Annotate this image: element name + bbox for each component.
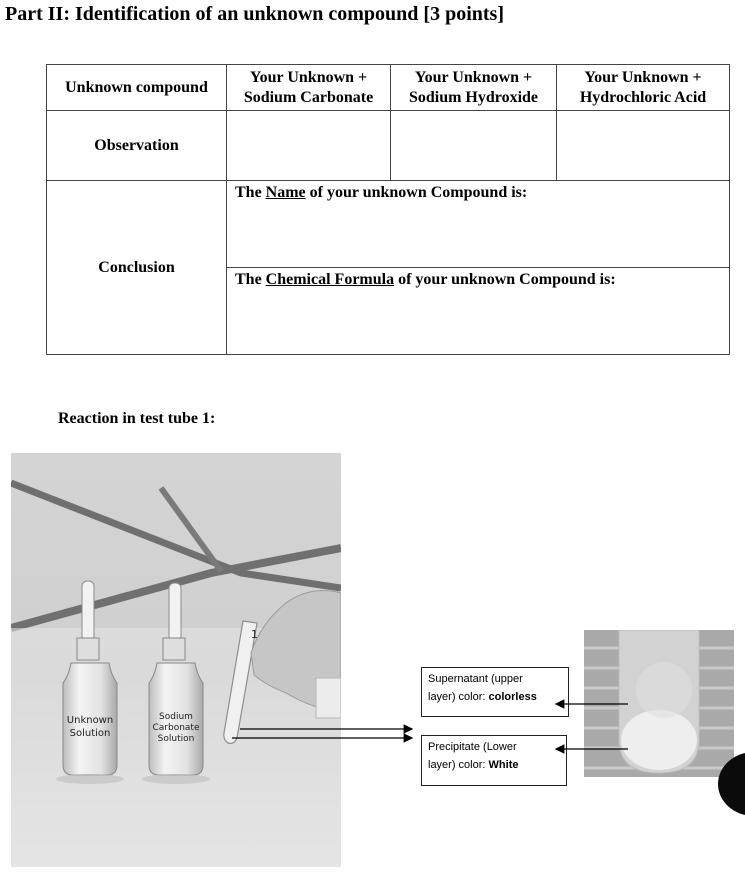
observation-cell-sodium-hydroxide[interactable] xyxy=(391,111,557,181)
bottle-label-text: Sodium xyxy=(159,712,193,722)
header-line: Your Unknown + xyxy=(584,68,702,86)
formula-prefix: The xyxy=(235,271,262,288)
header-line: Sodium Carbonate xyxy=(243,88,374,106)
precipitate-line1: Precipitate (Lower xyxy=(428,741,517,753)
header-line: Your Unknown + xyxy=(414,68,533,86)
table-header-row xyxy=(47,65,730,111)
supernatant-color-value: colorless xyxy=(488,691,537,703)
test-tube-closeup-photo xyxy=(584,630,734,777)
observation-label: Observation xyxy=(47,111,227,181)
header-sodium-hydroxide xyxy=(391,65,557,111)
conclusion-label: Conclusion xyxy=(47,181,227,355)
chemical-formula-cell[interactable] xyxy=(227,268,730,355)
name-prefix: The xyxy=(235,184,262,201)
background-box xyxy=(316,678,341,718)
supernatant-layer xyxy=(636,662,692,718)
compound-name-cell[interactable] xyxy=(227,181,730,268)
name-suffix: of your unknown Compound is: xyxy=(309,184,528,201)
header-line: Sodium Hydroxide xyxy=(408,88,539,106)
header-line: Hydrochloric Acid xyxy=(579,88,707,106)
bottle-label-text: Solution xyxy=(157,734,195,744)
bottle-label-text: Solution xyxy=(69,728,111,739)
bottle-label-text: Carbonate xyxy=(152,723,200,733)
observation-row xyxy=(47,111,730,181)
supernatant-annotation xyxy=(421,667,569,717)
header-hydrochloric-acid xyxy=(557,65,730,111)
conclusion-name-row xyxy=(47,181,730,268)
reaction-heading: Reaction in test tube 1: xyxy=(58,410,216,427)
precipitate-annotation xyxy=(421,735,567,786)
name-underlined: Name xyxy=(265,184,306,201)
precipitate-line2-prefix: layer) color: xyxy=(428,759,486,771)
bottle-label-text: Unknown xyxy=(66,715,114,726)
tube-label: 1 xyxy=(251,628,258,641)
header-unknown-compound: Unknown compound xyxy=(47,65,227,111)
identification-table xyxy=(46,64,730,355)
header-line: Your Unknown + xyxy=(249,68,368,86)
supernatant-line2-prefix: layer) color: xyxy=(428,691,486,703)
formula-suffix: of your unknown Compound is: xyxy=(398,271,616,288)
header-sodium-carbonate xyxy=(227,65,391,111)
page-heading: Part II: Identification of an unknown compound [3 points] xyxy=(5,3,504,25)
precipitate-layer xyxy=(621,710,697,770)
observation-cell-hydrochloric-acid[interactable] xyxy=(557,111,730,181)
observation-cell-sodium-carbonate[interactable] xyxy=(227,111,391,181)
supernatant-line1: Supernatant (upper xyxy=(428,673,523,685)
precipitate-color-value: White xyxy=(488,759,519,771)
formula-underlined: Chemical Formula xyxy=(265,271,395,288)
lab-photo xyxy=(11,453,341,867)
